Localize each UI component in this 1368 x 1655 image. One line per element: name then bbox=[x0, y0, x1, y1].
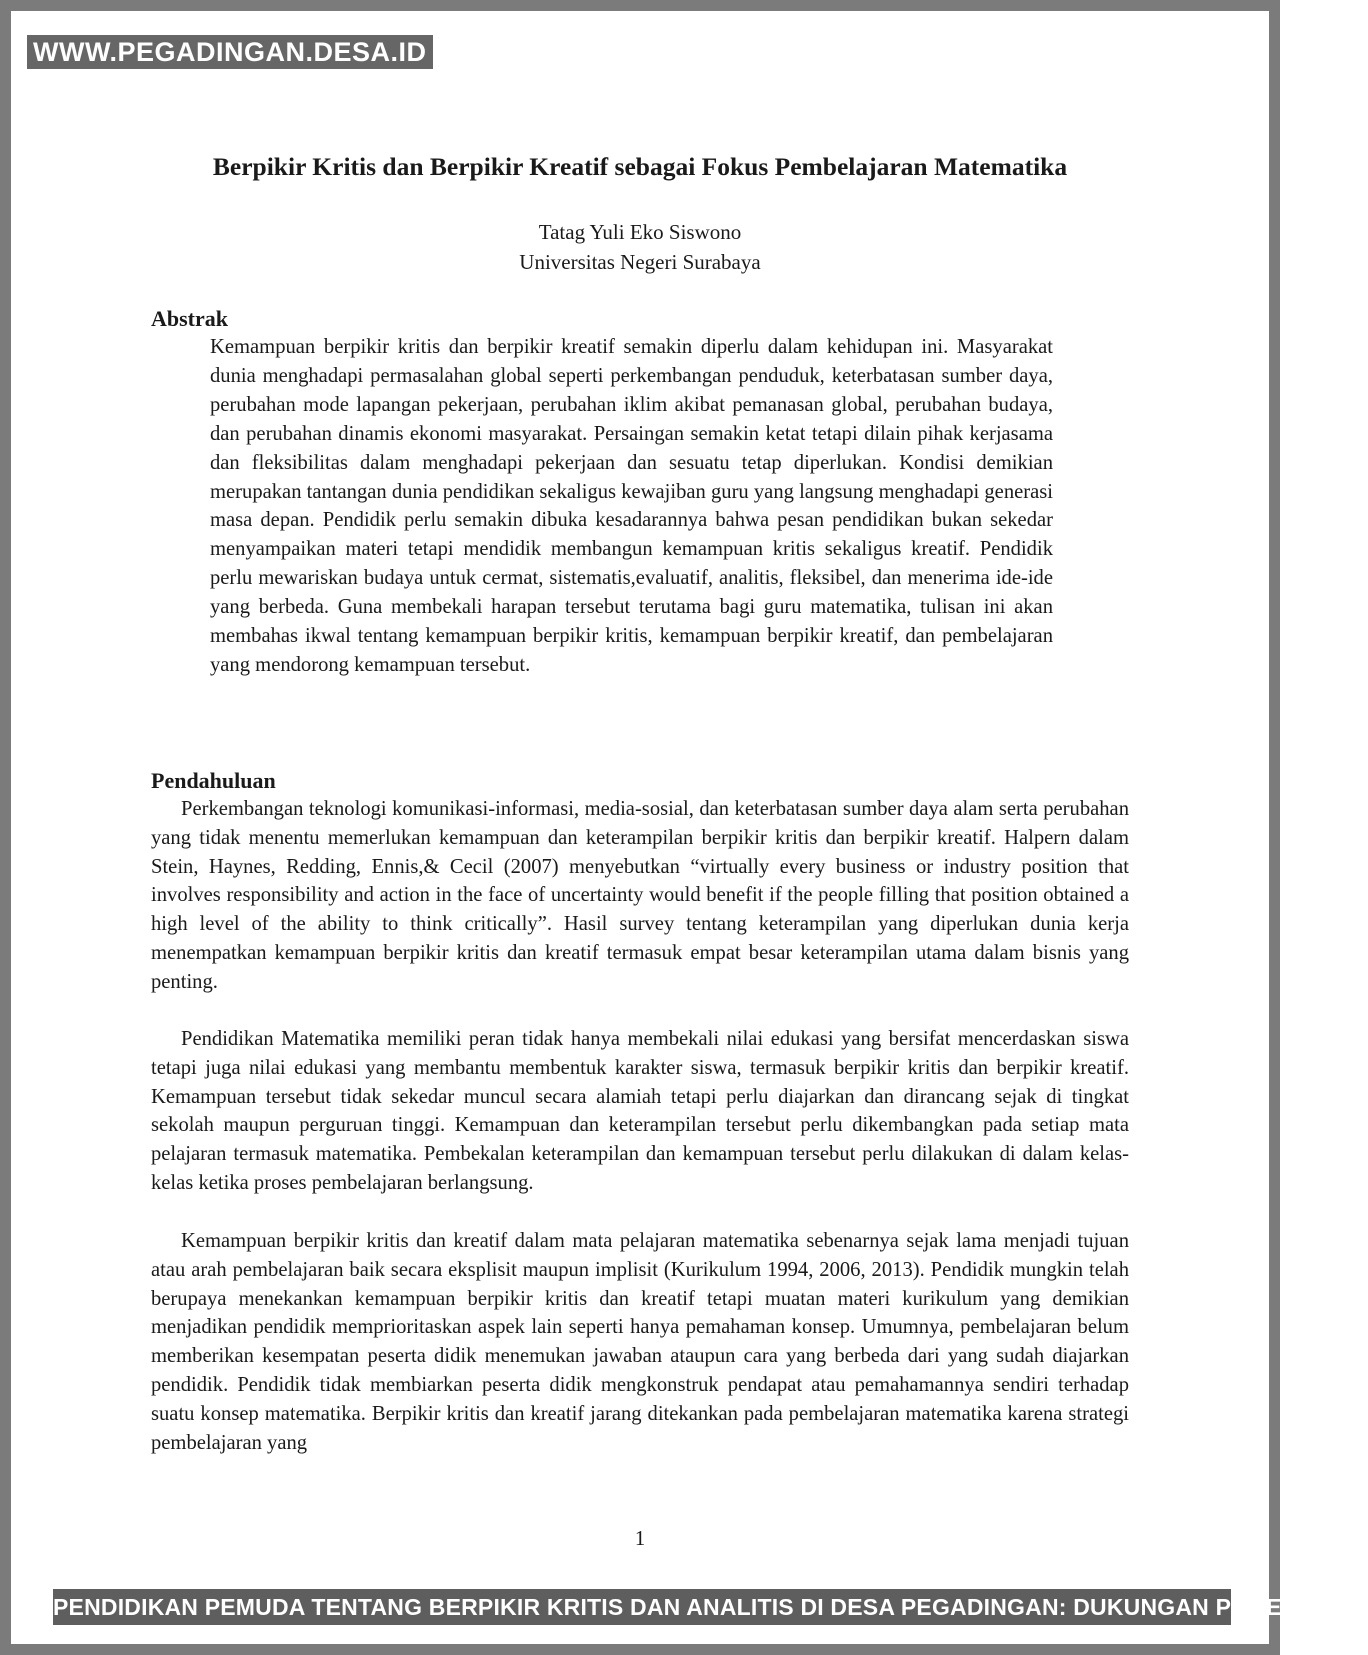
intro-heading: Pendahuluan bbox=[151, 768, 276, 793]
abstract-heading: Abstrak bbox=[151, 306, 229, 331]
body-paragraph-3: Kemampuan berpikir kritis dan kreatif dalam mata pelajaran matematika sebenarnya sejak lama menjadi tujuan atau arah pembelajaran baik secara eksplisit maupun implisit (Kurikulum 1994, 2006, 2013). Pendidik mungkin telah berupaya menekankan kemampuan berpikir kritis dan kreatif tetapi muatan materi kurikulum yang demikian menjadikan pendidik memprioritaskan aspek lain seperti hanya pemahaman konsep. Umumnya, pembelajaran belum memberikan kesempatan peserta didik menemukan jawaban ataupun cara yang berbeda dari yang sudah diajarkan pendidik. Pendidik tidak membiarkan peserta didik mengkonstruk pendapat atau pemahamannya sendiri terhadap suatu konsep matematika. Berpikir kritis dan kreatif jarang ditekankan pada pembelajaran matematika karena strategi pembelajaran yang bbox=[151, 1230, 1129, 1454]
body-paragraph-1: Perkembangan teknologi komunikasi-informasi, media-sosial, dan keterbatasan sumber daya alam serta perubahan yang tidak menentu memerlukan kemampuan dan keterampilan berpikir kritis dan berpikir kreatif. Halpern dalam Stein, Haynes, Redding, Ennis,& Cecil (2007) menyebutkan “virtually every business or industry position that involves responsibility and action in the face of uncertainty would benefit if the people filling that position obtained a high level of the ability to think critically”. Hasil survey tentang keterampilan yang diperlukan dunia kerja menempatkan kemampuan berpikir kritis dan kreatif termasuk empat besar keterampilan utama dalam bisnis yang penting. bbox=[151, 798, 1129, 993]
paper-title: Berpikir Kritis dan Berpikir Kreatif sebagai Fokus Pembelajaran Matematika bbox=[212, 152, 1068, 181]
body-paragraph-2: Pendidikan Matematika memiliki peran tidak hanya membekali nilai edukasi yang bersifat mencerdaskan siswa tetapi juga nilai edukasi yang membantu membentuk karakter siswa, termasuk berpikir kritis dan berpikir kreatif. Kemampuan tersebut tidak sekedar muncul secara alamiah tetapi perlu diajarkan dan dirancang sejak di tingkat sekolah maupun perguruan tinggi. Kemampuan dan keterampilan tersebut perlu dikembangkan pada setiap mata pelajaran termasuk matematika. Pembekalan keterampilan dan kemampuan tersebut perlu dilakukan di dalam kelas-kelas ketika proses pembelajaran berlangsung. bbox=[151, 1028, 1129, 1194]
author-name: Tatag Yuli Eko Siswono bbox=[538, 220, 742, 244]
caption-banner: PENDIDIKAN PEMUDA TENTANG BERPIKIR KRITIS DAN ANALITIS DI DESA PEGADINGAN: DUKUNGAN PEMERINTAH bbox=[51, 1587, 1233, 1627]
site-watermark: WWW.PEGADINGAN.DESA.ID bbox=[25, 33, 435, 71]
abstract-text: Kemampuan berpikir kritis dan berpikir kreatif semakin diperlu dalam kehidupan ini. Masyarakat dunia menghadapi permasalahan global seperti perkembangan penduduk, keterbatasan sumber daya, perubahan mode lapangan pekerjaan, perubahan iklim akibat pemanasan global, perubahan budaya, dan perubahan dinamis ekonomi masyarakat. Persaingan semakin ketat tetapi dilain pihak kerjasama dan fleksibilitas dalam menghadapi pekerjaan dan sesuatu tetap diperlukan. Kondisi demikian merupakan tantangan dunia pendidikan sekaligus kewajiban guru yang langsung menghadapi generasi masa depan. Pendidik perlu semakin dibuka kesadarannya bahwa pesan pendidikan bukan sekedar menyampaikan materi tetapi mendidik membangun kemampuan kritis sekaligus kreatif. Pendidik perlu mewariskan budaya untuk cermat, sistematis,evaluatif, analitis, fleksibel, dan menerima ide-ide yang berbeda. Guna membekali harapan tersebut terutama bagi guru matematika, tulisan ini akan membahas ikwal tentang kemampuan berpikir kritis, kemampuan berpikir kreatif, dan pembelajaran yang mendorong kemampuan tersebut. bbox=[210, 336, 1053, 676]
author-affiliation: Universitas Negeri Surabaya bbox=[519, 250, 761, 274]
page-number: 1 bbox=[634, 1526, 646, 1550]
